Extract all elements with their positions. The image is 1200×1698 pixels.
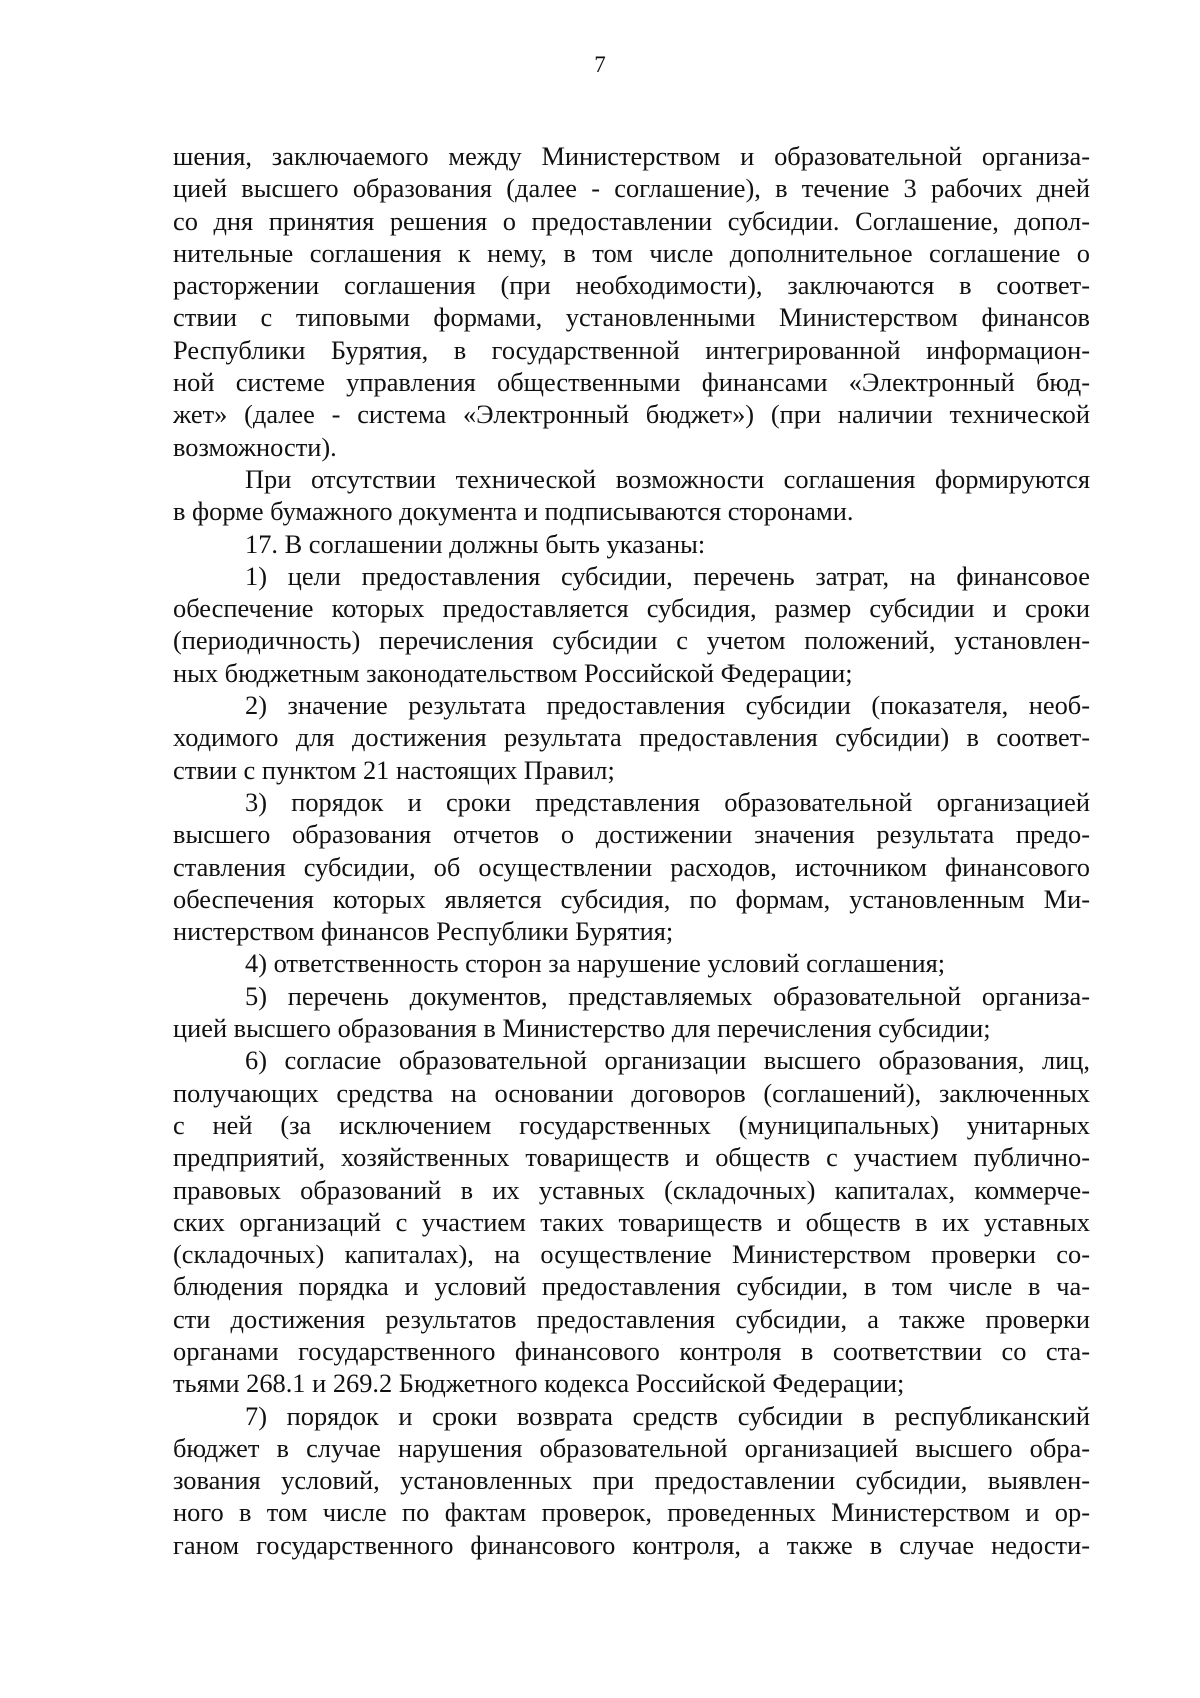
document-body bbox=[173, 140, 1090, 1561]
text-line: ствии с типовыми формами, установленными Министерством финансов bbox=[173, 302, 1090, 333]
text-line: нистерством финансов Республики Бурятия; bbox=[173, 916, 674, 947]
text-line: правовых образований в их уставных (складочных) капиталах, коммерче- bbox=[173, 1174, 1090, 1205]
text-line: возможности). bbox=[173, 431, 337, 462]
text-line: цией высшего образования в Министерство для перечисления субсидии; bbox=[173, 1013, 991, 1044]
text-line: ходимого для достижения результата предоставления субсидии) в соответ- bbox=[173, 722, 1090, 753]
text-line: 5) перечень документов, представляемых образовательной организа- bbox=[245, 980, 1090, 1011]
text-line: Республики Бурятия, в государственной интегрированной информацион- bbox=[173, 334, 1090, 365]
text-line: жет» (далее - система «Электронный бюджет») (при наличии технической bbox=[173, 399, 1090, 430]
text-line: (складочных) капиталах), на осуществление Министерством проверки со- bbox=[173, 1239, 1090, 1270]
text-line: сти достижения результатов предоставления субсидии, а также проверки bbox=[173, 1303, 1090, 1334]
text-line: ного в том числе по фактам проверок, проведенных Министерством и ор- bbox=[173, 1497, 1090, 1528]
text-line: ной системе управления общественными финансами «Электронный бюд- bbox=[173, 367, 1090, 398]
text-line: 3) порядок и сроки представления образовательной организацией bbox=[245, 786, 1090, 817]
text-line: ствии с пунктом 21 настоящих Правил; bbox=[173, 754, 615, 785]
text-line: 4) ответственность сторон за нарушение условий соглашения; bbox=[245, 948, 946, 979]
text-line: 6) согласие образовательной организации высшего образования, лиц, bbox=[245, 1045, 1090, 1076]
text-line: ских организаций с участием таких товариществ и обществ в их уставных bbox=[173, 1206, 1090, 1237]
text-line: ганом государственного финансового контроля, а также в случае недости- bbox=[173, 1529, 1090, 1560]
text-line: обеспечение которых предоставляется субсидия, размер субсидии и сроки bbox=[173, 593, 1090, 624]
text-line: 17. В соглашении должны быть указаны: bbox=[245, 528, 706, 559]
text-line: высшего образования отчетов о достижении значения результата предо- bbox=[173, 819, 1090, 850]
text-line: При отсутствии технической возможности соглашения формируются bbox=[245, 463, 1090, 494]
text-line: ставления субсидии, об осуществлении расходов, источником финансового bbox=[173, 851, 1090, 882]
text-line: нительные соглашения к нему, в том числе дополнительное соглашение о bbox=[173, 237, 1090, 268]
text-line: цией высшего образования (далее - соглашение), в течение 3 рабочих дней bbox=[173, 173, 1090, 204]
page-number: 7 bbox=[594, 52, 606, 77]
text-line: расторжении соглашения (при необходимости), заключаются в соответ- bbox=[173, 270, 1090, 301]
text-line: шения, заключаемого между Министерством и образовательной организа- bbox=[173, 141, 1090, 171]
text-line: с ней (за исключением государственных (муниципальных) унитарных bbox=[173, 1109, 1090, 1140]
text-line: (периодичность) перечисления субсидии с учетом положений, установлен- bbox=[173, 625, 1090, 656]
text-line: получающих средства на основании договоров (соглашений), заключенных bbox=[173, 1077, 1090, 1108]
text-line: предприятий, хозяйственных товариществ и обществ с участием публично- bbox=[173, 1142, 1090, 1173]
text-line: бюджет в случае нарушения образовательной организацией высшего обра- bbox=[173, 1432, 1090, 1463]
text-line: со дня принятия решения о предоставлении субсидии. Соглашение, допол- bbox=[173, 205, 1090, 236]
text-line: обеспечения которых является субсидия, по формам, установленным Ми- bbox=[173, 883, 1090, 914]
text-line: органами государственного финансового контроля в соответствии со ста- bbox=[173, 1335, 1090, 1366]
text-line: 2) значение результата предоставления субсидии (показателя, необ- bbox=[245, 690, 1090, 721]
text-line: зования условий, установленных при предоставлении субсидии, выявлен- bbox=[173, 1465, 1090, 1496]
text-line: блюдения порядка и условий предоставления субсидии, в том числе в ча- bbox=[173, 1271, 1090, 1302]
text-line: 1) цели предоставления субсидии, перечень затрат, на финансовое bbox=[245, 560, 1090, 591]
text-line: в форме бумажного документа и подписываются сторонами. bbox=[173, 496, 854, 527]
text-line: тьями 268.1 и 269.2 Бюджетного кодекса Российской Федерации; bbox=[173, 1368, 905, 1399]
text-line: ных бюджетным законодательством Российской Федерации; bbox=[173, 657, 853, 688]
text-line: 7) порядок и сроки возврата средств субсидии в республиканский bbox=[245, 1400, 1090, 1431]
